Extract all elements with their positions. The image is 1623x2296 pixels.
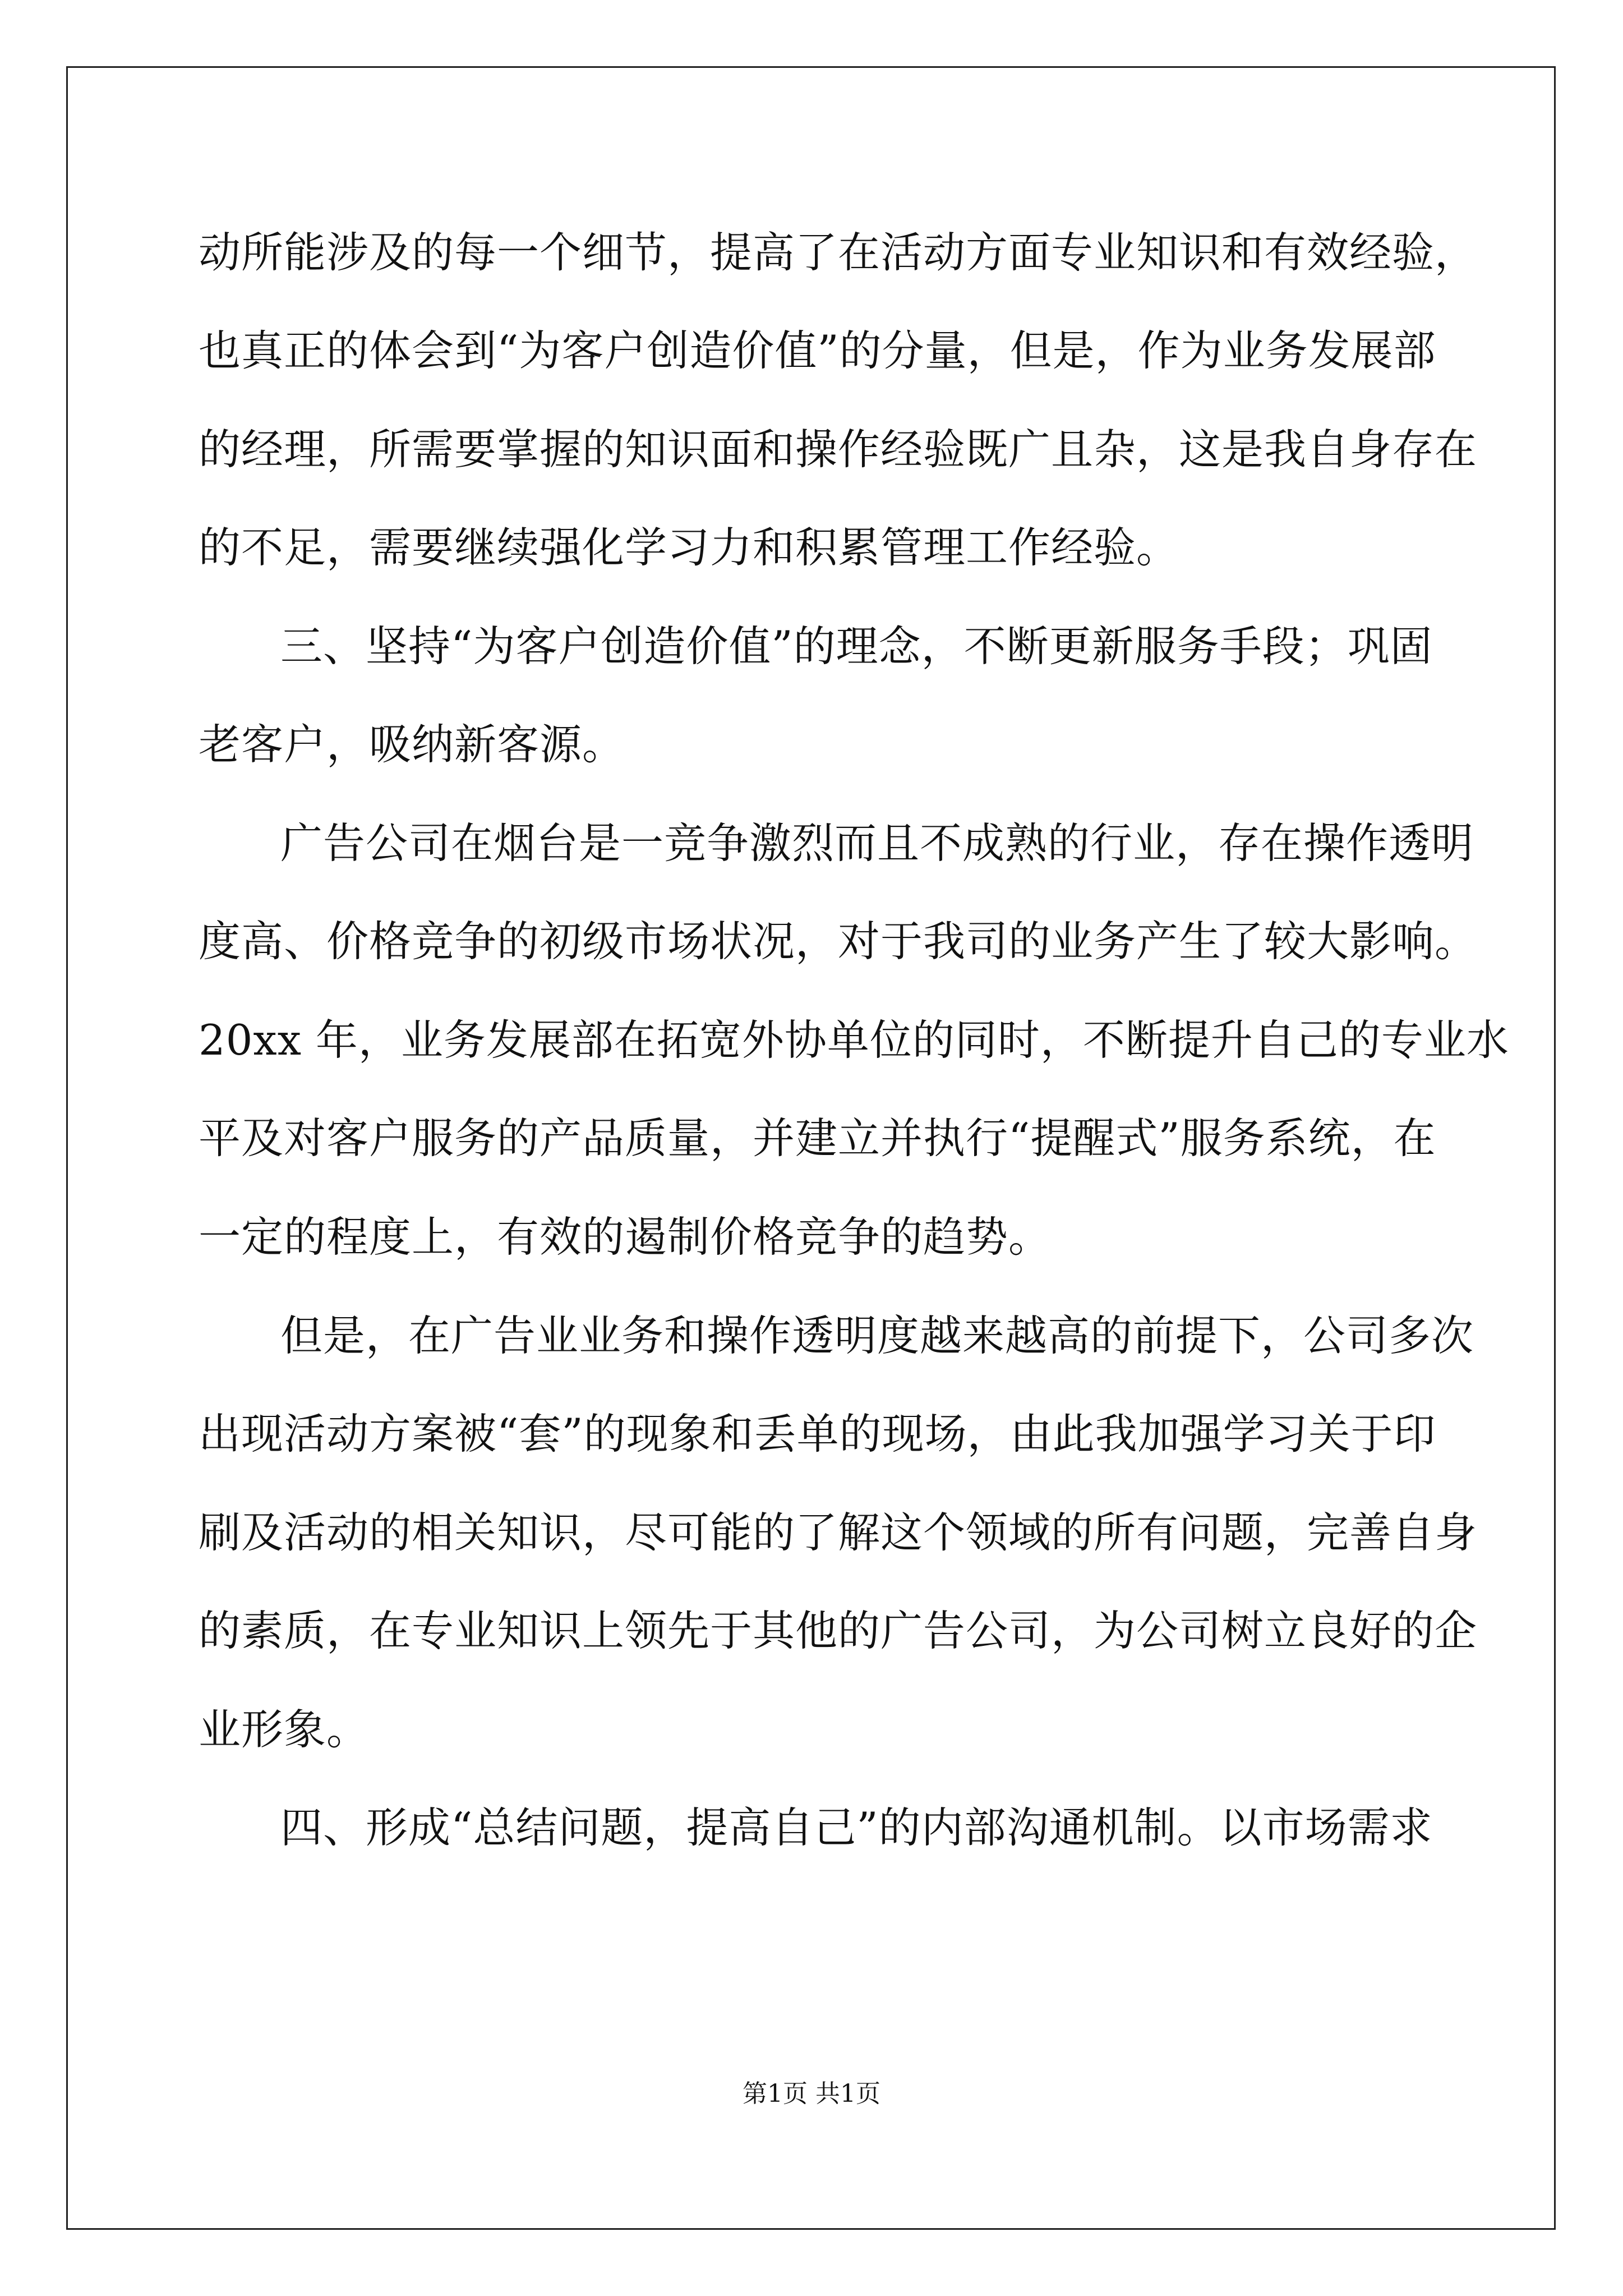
- body-text-line: 度高、价格竞争的初级市场状况，对于我司的业务产生了较大影响。: [199, 917, 1478, 966]
- body-text-line: 一定的程度上，有效的遏制价格竞争的趋势。: [199, 1212, 1052, 1262]
- body-text-line: 但是，在广告业业务和操作透明度越来越高的前提下，公司多次: [280, 1311, 1474, 1360]
- section-heading: 三、坚持“为客户创造价值”的理念，不断更新服务手段；巩固: [280, 622, 1433, 671]
- section-heading: 四、形成“总结问题，提高自己”的内部沟通机制。以市场需求: [280, 1803, 1433, 1852]
- body-text-line: 20xx 年，业务发展部在拓宽外协单位的同时，不断提升自己的专业水: [199, 1015, 1509, 1065]
- body-text-line: 业形象。: [199, 1705, 370, 1754]
- page-number-footer: 第1页 共1页: [743, 2079, 880, 2108]
- body-text-line: 也真正的体会到“为客户创造价值”的分量，但是，作为业务发展部: [199, 326, 1436, 375]
- body-text-line: 刷及活动的相关知识，尽可能的了解这个领域的所有问题，完善自身: [199, 1508, 1478, 1557]
- body-text-line: 出现活动方案被“套”的现象和丢单的现场，由此我加强学习关于印: [199, 1409, 1436, 1458]
- body-text-line: 的经理，所需要掌握的知识面和操作经验既广且杂，这是我自身存在: [199, 425, 1478, 474]
- body-text-line: 广告公司在烟台是一竞争激烈而且不成熟的行业，存在操作透明: [280, 818, 1474, 868]
- body-text-line: 的素质，在专业知识上领先于其他的广告公司，为公司树立良好的企: [199, 1606, 1478, 1655]
- body-text-line: 动所能涉及的每一个细节，提高了在活动方面专业知识和有效经验，: [199, 228, 1478, 277]
- section-heading: 老客户，吸纳新客源。: [199, 720, 625, 769]
- body-text-line: 的不足，需要继续强化学习力和积累管理工作经验。: [199, 523, 1179, 572]
- body-text-line: 平及对客户服务的产品质量，并建立并执行“提醒式”服务系统，在: [199, 1114, 1436, 1163]
